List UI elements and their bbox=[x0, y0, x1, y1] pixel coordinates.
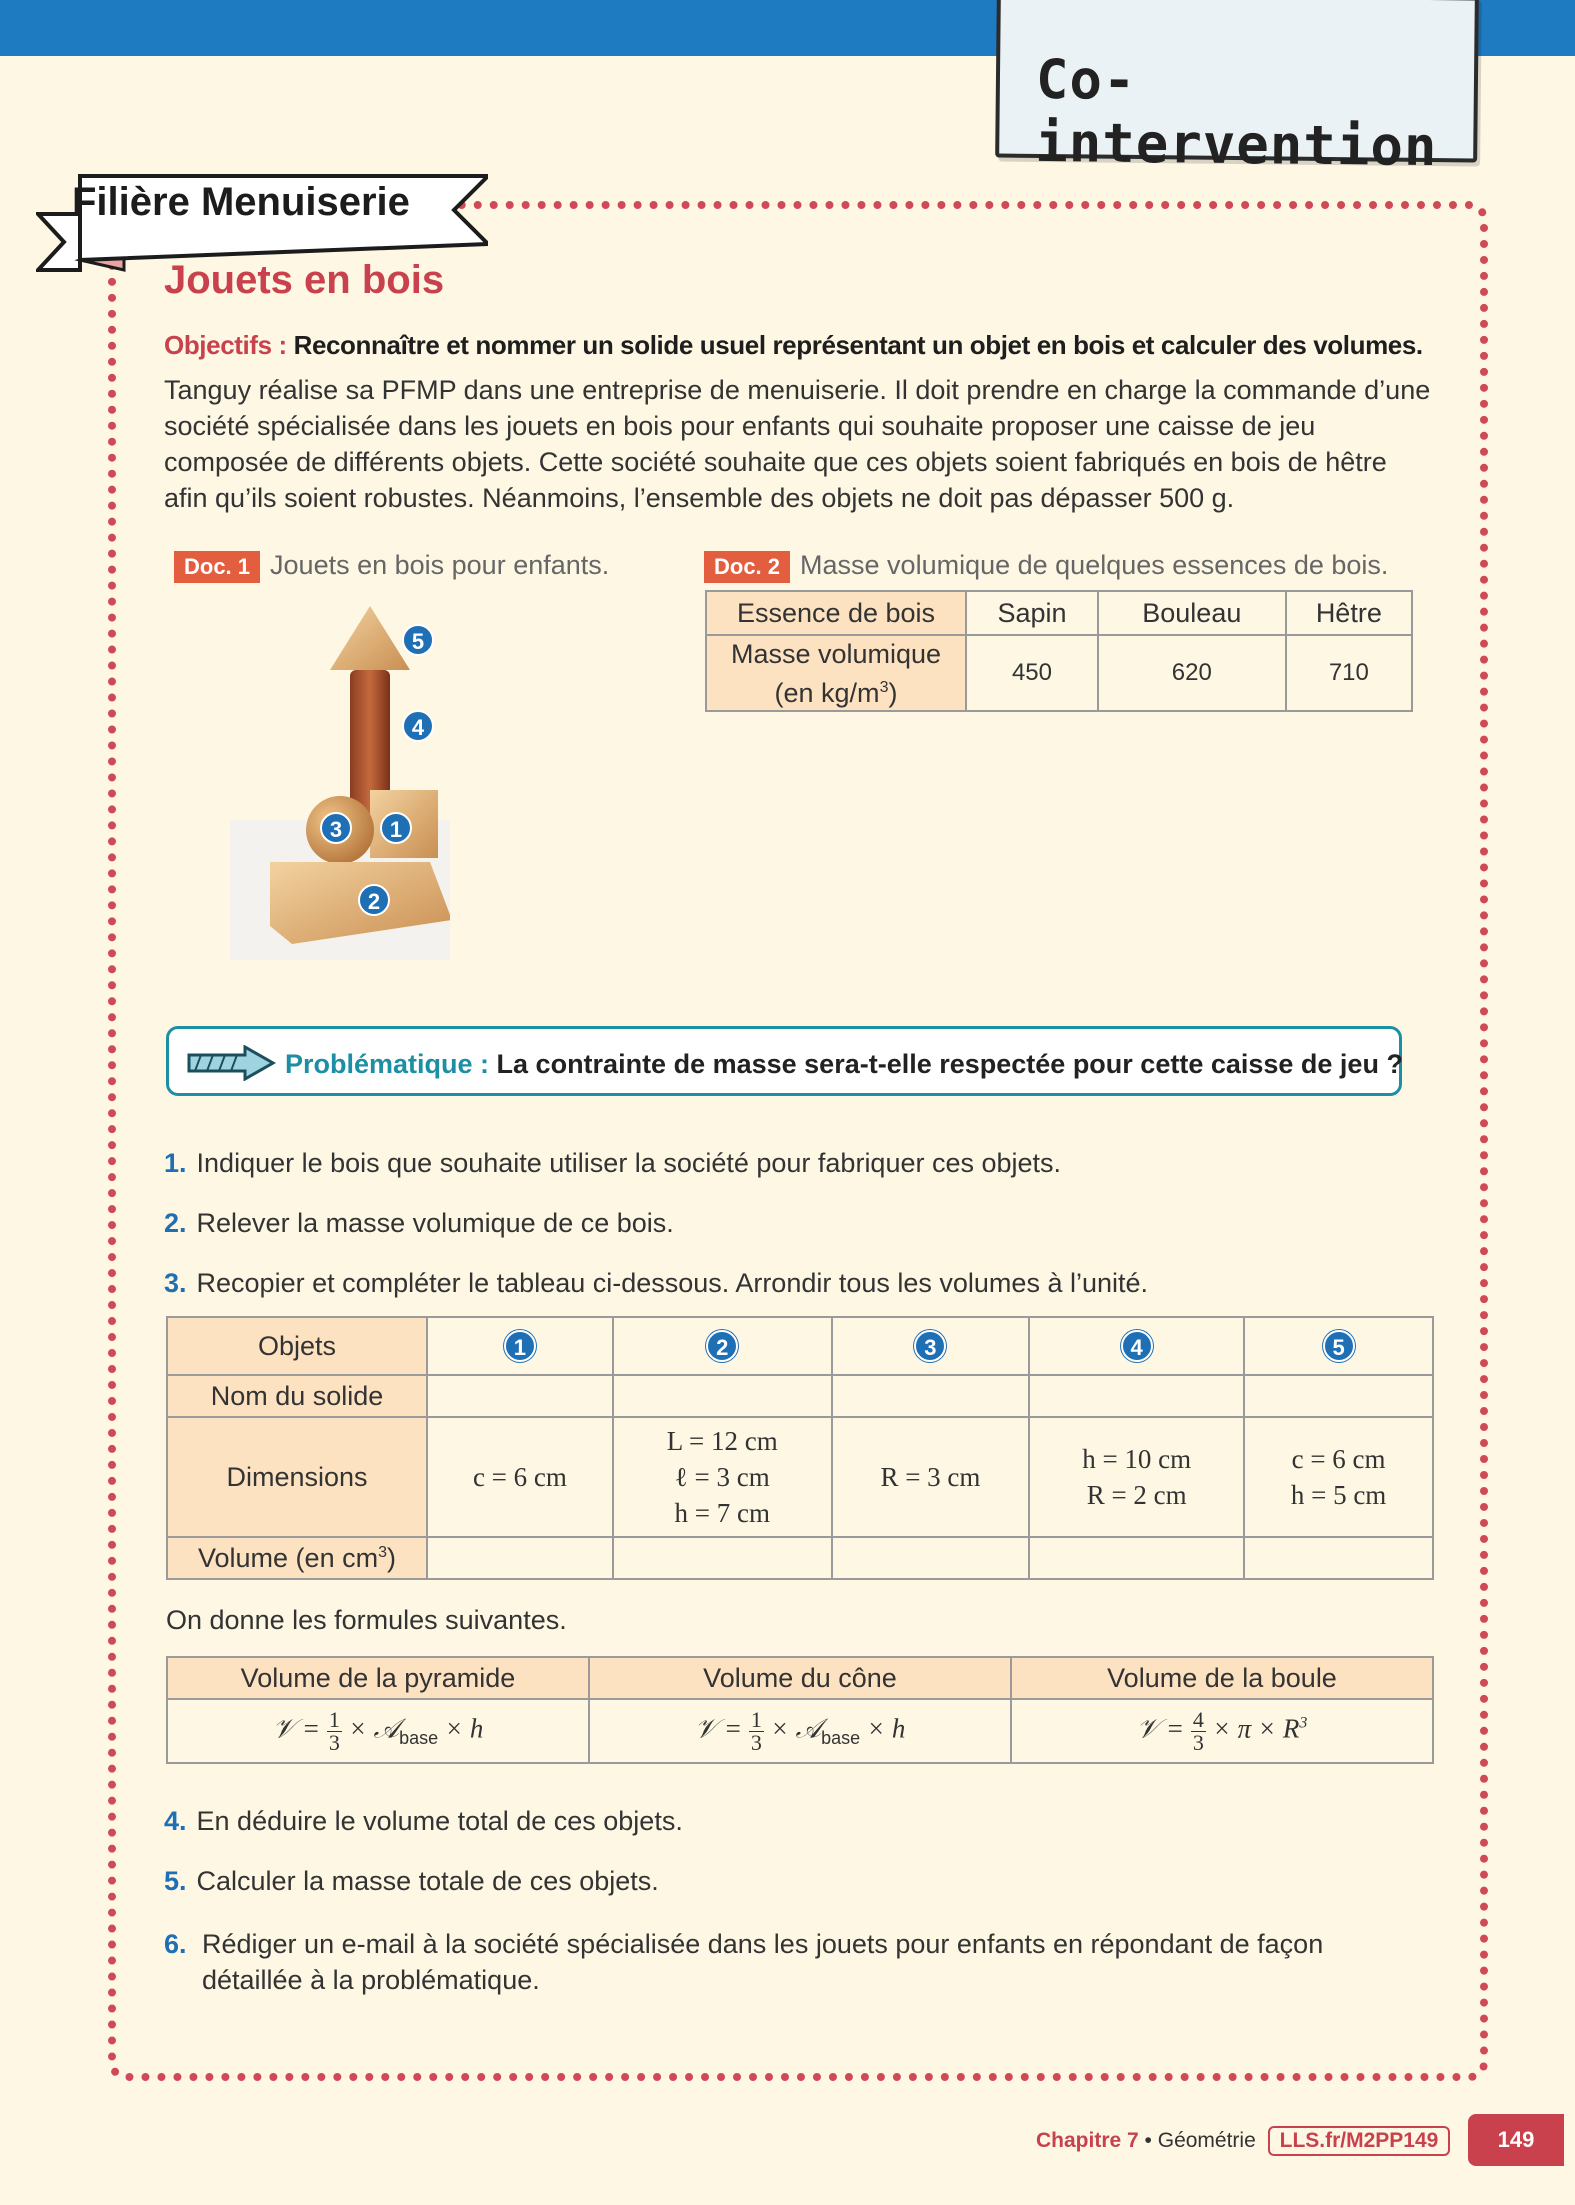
badge-3: 3 bbox=[320, 812, 352, 844]
frac-den: 3 bbox=[328, 1729, 340, 1755]
dim-line: L = 12 cm bbox=[666, 1426, 778, 1456]
object-cell bbox=[1244, 1317, 1433, 1375]
formulas-row bbox=[167, 1699, 1433, 1763]
formula-end: × h bbox=[444, 1713, 484, 1744]
dim-line: h = 7 cm bbox=[674, 1498, 770, 1528]
question-number: 6. bbox=[164, 1929, 187, 1959]
question-number: 3. bbox=[164, 1268, 187, 1298]
formula-sup: 3 bbox=[1299, 1714, 1308, 1732]
question-text: Rédiger un e-mail à la société spécialisée dans les jouets pour enfants en répondant de façon bbox=[202, 1929, 1324, 1959]
formula-lhs: 𝒱 = bbox=[272, 1713, 321, 1744]
solids-row-label: Dimensions bbox=[167, 1417, 427, 1537]
frac-den: 3 bbox=[750, 1729, 762, 1755]
arrow-icon bbox=[187, 1045, 277, 1081]
question-number: 5. bbox=[164, 1866, 187, 1896]
badge-2: 2 bbox=[358, 884, 390, 916]
question-number: 2. bbox=[164, 1208, 187, 1238]
density-row-label-line1: Masse volumique bbox=[730, 638, 942, 669]
density-row-label bbox=[706, 635, 966, 711]
question-3 bbox=[164, 1268, 1148, 1299]
co-intervention-card bbox=[995, 0, 1479, 179]
dim-line: ℓ = 3 cm bbox=[674, 1462, 770, 1492]
dim-line: R = 2 cm bbox=[1086, 1480, 1187, 1510]
empty-cell bbox=[427, 1375, 613, 1417]
doc1-caption bbox=[174, 550, 609, 583]
density-header-cell: Hêtre bbox=[1286, 591, 1412, 635]
formula-fraction bbox=[327, 1706, 342, 1755]
question-text-line2: détaillée à la problématique. bbox=[202, 1965, 540, 1995]
wooden-toys-photo bbox=[230, 590, 450, 960]
formula-header: Volume du cône bbox=[589, 1657, 1011, 1699]
formula-sphere bbox=[1011, 1699, 1433, 1763]
object-number-1: 1 bbox=[504, 1330, 536, 1362]
question-2 bbox=[164, 1208, 674, 1239]
question-6 bbox=[164, 1926, 1404, 1998]
dims-cell-4 bbox=[1029, 1417, 1244, 1537]
doc1-text: Jouets en bois pour enfants. bbox=[270, 550, 610, 580]
dim-line: c = 6 cm bbox=[472, 1462, 567, 1492]
dim-line: h = 10 cm bbox=[1082, 1444, 1192, 1474]
solids-table bbox=[166, 1316, 1434, 1580]
empty-cell bbox=[1244, 1537, 1433, 1579]
formulas-table bbox=[166, 1656, 1434, 1764]
problem-box bbox=[166, 1026, 1402, 1096]
empty-cell bbox=[1244, 1375, 1433, 1417]
problem-question: La contrainte de masse sera-t-elle respectée pour cette caisse de jeu ? bbox=[496, 1049, 1403, 1079]
frac-num: 1 bbox=[750, 1706, 762, 1732]
objectives-label: Objectifs : bbox=[164, 330, 287, 360]
dims-cell-1 bbox=[427, 1417, 613, 1537]
object-cell bbox=[832, 1317, 1030, 1375]
density-value: 450 bbox=[966, 635, 1098, 711]
formula-header: Volume de la pyramide bbox=[167, 1657, 589, 1699]
formula-lhs: 𝒱 = bbox=[1136, 1713, 1185, 1744]
formula-rest: × 𝒜 bbox=[770, 1713, 822, 1744]
solids-volume-row bbox=[167, 1537, 1433, 1579]
dim-line: c = 6 cm bbox=[1291, 1444, 1386, 1474]
empty-cell bbox=[832, 1537, 1030, 1579]
question-text: Indiquer le bois que souhaite utiliser la société pour fabriquer ces objets. bbox=[196, 1148, 1062, 1178]
formula-fraction bbox=[749, 1706, 764, 1755]
formulas-header-row bbox=[167, 1657, 1433, 1699]
question-4 bbox=[164, 1806, 683, 1837]
formula-sub: base bbox=[399, 1727, 439, 1748]
density-header-cell: Essence de bois bbox=[706, 591, 966, 635]
frac-num: 1 bbox=[328, 1706, 340, 1732]
solids-row-label bbox=[167, 1537, 427, 1579]
density-header-cell: Bouleau bbox=[1098, 591, 1286, 635]
frac-den: 3 bbox=[1192, 1729, 1204, 1755]
formula-end: × h bbox=[866, 1713, 906, 1744]
density-value: 710 bbox=[1286, 635, 1412, 711]
question-number: 1. bbox=[164, 1148, 187, 1178]
doc2-label: Doc. 2 bbox=[704, 551, 790, 583]
dims-cell-5 bbox=[1244, 1417, 1433, 1537]
object-number-2: 2 bbox=[706, 1330, 738, 1362]
page-number: 149 bbox=[1468, 2114, 1564, 2166]
toy-pyramid bbox=[330, 606, 410, 670]
question-number: 4. bbox=[164, 1806, 187, 1836]
solids-row-label: Objets bbox=[167, 1317, 427, 1375]
density-row-label-sup: 3 bbox=[879, 678, 889, 696]
object-cell bbox=[427, 1317, 613, 1375]
solids-name-row bbox=[167, 1375, 1433, 1417]
question-text: En déduire le volume total de ces objets. bbox=[196, 1806, 683, 1836]
empty-cell bbox=[832, 1375, 1030, 1417]
section-ribbon-label: Filière Menuiserie bbox=[72, 180, 410, 224]
dims-cell-2 bbox=[613, 1417, 832, 1537]
empty-cell bbox=[427, 1537, 613, 1579]
question-text: Recopier et compléter le tableau ci-dessous. Arrondir tous les volumes à l’unité. bbox=[196, 1268, 1149, 1298]
formula-rest: × π × R bbox=[1212, 1713, 1300, 1744]
density-table bbox=[705, 590, 1413, 712]
footer bbox=[1036, 2126, 1450, 2156]
solids-row-label: Nom du solide bbox=[167, 1375, 427, 1417]
formula-rest: × 𝒜 bbox=[348, 1713, 400, 1744]
density-header-cell: Sapin bbox=[966, 591, 1098, 635]
density-value: 620 bbox=[1098, 635, 1286, 711]
density-row-label-end: ) bbox=[888, 677, 898, 708]
formula-lhs: 𝒱 = bbox=[694, 1713, 743, 1744]
formula-sub: base bbox=[821, 1727, 861, 1748]
object-number-4: 4 bbox=[1121, 1330, 1153, 1362]
solids-objects-row bbox=[167, 1317, 1433, 1375]
objectives bbox=[164, 330, 1444, 361]
question-text: Relever la masse volumique de ce bois. bbox=[196, 1208, 674, 1238]
badge-4: 4 bbox=[402, 710, 434, 742]
dims-cell-3 bbox=[832, 1417, 1030, 1537]
solids-dims-row bbox=[167, 1417, 1433, 1537]
formula-pyramid bbox=[167, 1699, 589, 1763]
footer-sep: • bbox=[1138, 2129, 1158, 2152]
frac-num: 4 bbox=[1192, 1706, 1204, 1732]
doc1-label: Doc. 1 bbox=[174, 551, 260, 583]
formula-cone bbox=[589, 1699, 1011, 1763]
object-cell bbox=[613, 1317, 832, 1375]
footer-chapter: Chapitre 7 bbox=[1036, 2129, 1139, 2152]
object-number-3: 3 bbox=[914, 1330, 946, 1362]
volume-label-sup: 3 bbox=[378, 1543, 387, 1561]
badge-5: 5 bbox=[402, 624, 434, 656]
density-header-row bbox=[706, 591, 1412, 635]
intro-paragraph: Tanguy réalise sa PFMP dans une entreprise de menuiserie. Il doit prendre en charge la commande d’une société spécialisée dans les jouets en bois pour enfants qui souhaite proposer une caisse de jeu composée de différents objets. Cette société souhaite que ces objets soient fabriqués en bois de hêtre afin qu’ils soient robustes. Néanmoins, l’ensemble des objets ne doit pas dépasser 500 g. bbox=[164, 375, 1431, 513]
objectives-text: Reconnaître et nommer un solide usuel représentant un objet en bois et calculer des volumes. bbox=[293, 330, 1423, 360]
footer-topic: Géométrie bbox=[1157, 2129, 1256, 2152]
empty-cell bbox=[1029, 1375, 1244, 1417]
doc2-caption bbox=[704, 550, 1388, 583]
question-5 bbox=[164, 1866, 659, 1897]
dim-line: h = 5 cm bbox=[1290, 1480, 1387, 1510]
problem-text bbox=[285, 1049, 1403, 1080]
problem-label: Problématique : bbox=[285, 1049, 490, 1079]
empty-cell bbox=[1029, 1537, 1244, 1579]
footer-link[interactable]: LLS.fr/M2PP149 bbox=[1268, 2126, 1451, 2156]
question-text: Calculer la masse totale de ces objets. bbox=[196, 1866, 659, 1896]
formulas-intro: On donne les formules suivantes. bbox=[166, 1605, 567, 1635]
formula-header: Volume de la boule bbox=[1011, 1657, 1433, 1699]
empty-cell bbox=[613, 1375, 832, 1417]
page-title: Jouets en bois bbox=[164, 258, 445, 302]
volume-label-end: ) bbox=[386, 1542, 396, 1573]
co-intervention-label: Co-intervention bbox=[1034, 47, 1438, 179]
volume-label: Volume (en cm bbox=[198, 1542, 379, 1573]
question-1 bbox=[164, 1148, 1061, 1179]
object-cell bbox=[1029, 1317, 1244, 1375]
density-value-row bbox=[706, 635, 1412, 711]
dim-line: R = 3 cm bbox=[880, 1462, 981, 1492]
badge-1: 1 bbox=[380, 812, 412, 844]
doc2-text: Masse volumique de quelques essences de bois. bbox=[800, 550, 1389, 580]
density-row-label-line2: (en kg/m bbox=[774, 677, 880, 708]
object-number-5: 5 bbox=[1323, 1330, 1355, 1362]
formula-fraction bbox=[1191, 1706, 1206, 1755]
empty-cell bbox=[613, 1537, 832, 1579]
